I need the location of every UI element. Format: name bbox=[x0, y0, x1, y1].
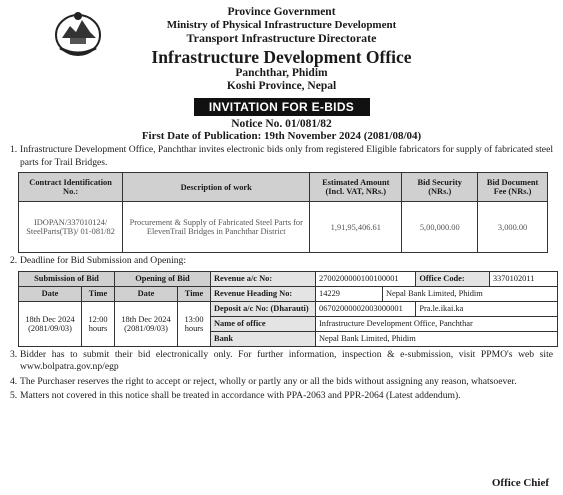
office-code-label: Office Code: bbox=[416, 271, 489, 286]
bank-label: Bank bbox=[211, 331, 316, 346]
ministry-line: Ministry of Physical Infrastructure Development bbox=[166, 19, 397, 32]
paragraph-number: 3. bbox=[10, 348, 18, 360]
opening-header: Opening of Bid bbox=[115, 271, 211, 286]
paragraph-number: 4. bbox=[10, 375, 18, 387]
paragraph-number: 1. bbox=[10, 144, 18, 156]
publication-date: First Date of Publication: 19th November 2024 (2081/08/04) bbox=[141, 130, 422, 143]
revenue-heading-label: Revenue Heading No: bbox=[211, 286, 316, 301]
table-header-bid-security: Bid Security (NRs.) bbox=[402, 173, 478, 202]
table-header-description: Description of work bbox=[123, 173, 310, 202]
submission-date-label: Date bbox=[19, 286, 82, 301]
paragraph-3 bbox=[10, 349, 553, 374]
paragraph-number: 2. bbox=[10, 255, 18, 267]
revenue-ac-label: Revenue a/c No: bbox=[211, 271, 316, 286]
estimated-amount-cell: 1,91,95,406.61 bbox=[310, 202, 402, 253]
office-name-label: Name of office bbox=[211, 316, 316, 331]
table-row bbox=[19, 202, 548, 253]
deposit-ac-label: Deposit a/c No: (Dharauti) bbox=[211, 301, 316, 316]
location-line-1: Panchthar, Phidim bbox=[235, 66, 328, 79]
bid-details-table bbox=[18, 172, 548, 253]
nepal-emblem-icon bbox=[52, 8, 104, 58]
location-line-2: Koshi Province, Nepal bbox=[226, 80, 337, 92]
table-header-contract-id: Contract Identification No.: bbox=[19, 173, 123, 202]
directorate-line: Transport Infrastructure Directorate bbox=[186, 30, 377, 45]
notice-number: Notice No. 01/081/82 bbox=[231, 118, 332, 131]
paragraph-text: Infrastructure Development Office, Panchthar invites electronic bids only from registered Eligible fabricators for supply of fabricated steel parts for Trail Bridges. bbox=[20, 144, 553, 168]
opening-time: 13:00 hours bbox=[178, 301, 211, 346]
table-header-estimated-amount: Estimated Amount (Incl. VAT, NRs.) bbox=[310, 173, 402, 202]
paragraph-5 bbox=[10, 390, 553, 402]
paragraph-text: Deadline for Bid Submission and Opening: bbox=[20, 255, 187, 267]
bank-value: Nepal Bank Limited, Phidim bbox=[316, 331, 558, 346]
deadline-table bbox=[18, 271, 558, 347]
paragraph-text: Bidder has to submit their bid electronically only. For further information, inspection & e-submission, visit PPMO's web site www.bolpatra.gov.np/egp bbox=[20, 348, 553, 373]
paragraph-text: The Purchaser reserves the right to accept or reject, wholly or partly any or all the bids without assigning any reason, whatsoever. bbox=[20, 375, 517, 387]
paragraph-4 bbox=[10, 376, 553, 388]
opening-date: 18th Dec 2024 (2081/09/03) bbox=[115, 301, 178, 346]
revenue-ac-value: 2700200000100100001 bbox=[316, 271, 416, 286]
deposit-ac-extra: Pra.le.ikai.ka bbox=[416, 301, 558, 316]
signature-office-chief: Office Chief bbox=[491, 477, 549, 489]
paragraph-2 bbox=[10, 255, 553, 267]
submission-header: Submission of Bid bbox=[19, 271, 115, 286]
paragraph-number: 5. bbox=[10, 390, 18, 402]
submission-time-label: Time bbox=[82, 286, 115, 301]
paragraph-text: Matters not covered in this notice shall be treated in accordance with PPA-2063 and PPR-2064 (Latest addendum). bbox=[20, 390, 461, 402]
office-title: Infrastructure Development Office bbox=[151, 46, 412, 67]
document-fee-cell: 3,000.00 bbox=[478, 202, 548, 253]
office-name-value: Infrastructure Development Office, Panchthar bbox=[316, 316, 558, 331]
revenue-heading-bank: Nepal Bank Limited, Phidim bbox=[383, 286, 558, 301]
paragraph-1 bbox=[10, 144, 553, 169]
opening-time-label: Time bbox=[178, 286, 211, 301]
deposit-ac-value: 06702000002003000001 bbox=[316, 301, 416, 316]
opening-date-label: Date bbox=[115, 286, 178, 301]
contract-id-cell: IDOPAN/337010124/ SteelParts(TB)/ 01-081/82 bbox=[19, 202, 123, 253]
submission-date: 18th Dec 2024 (2081/09/03) bbox=[19, 301, 82, 346]
office-code-value: 3370102011 bbox=[489, 271, 557, 286]
province-line: Province Government bbox=[227, 6, 336, 18]
submission-time: 12:00 hours bbox=[82, 301, 115, 346]
table-header-document-fee: Bid Document Fee (NRs.) bbox=[478, 173, 548, 202]
description-cell: Procurement & Supply of Fabricated Steel Parts for ElevenTrail Bridges in Panchthar District bbox=[123, 202, 310, 253]
invitation-banner: INVITATION FOR E-BIDS bbox=[194, 98, 370, 116]
revenue-heading-value: 14229 bbox=[316, 286, 383, 301]
bid-security-cell: 5,00,000.00 bbox=[402, 202, 478, 253]
